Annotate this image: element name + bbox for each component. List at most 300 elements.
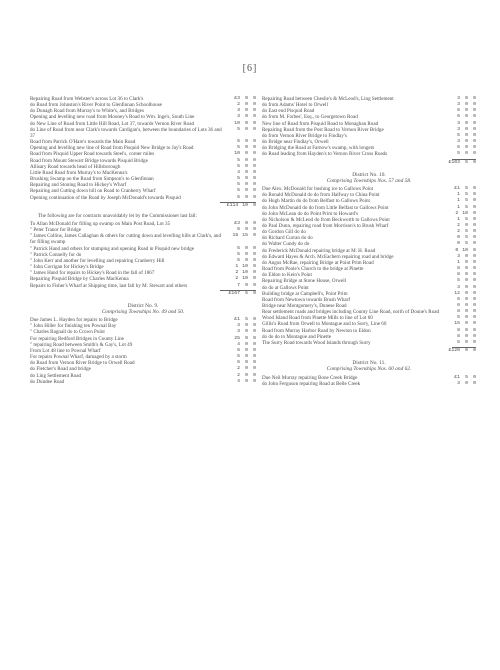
pence-cell: 0: [473, 151, 476, 157]
shillings-cell: 0: [245, 102, 248, 108]
item-description: Rear settlement roads and bridges including County Line Road, north of Doune's Road: [262, 309, 440, 316]
pence-cell: 0: [253, 202, 256, 208]
ledger-row: [262, 151, 476, 157]
pounds-cell: 5: [237, 176, 240, 182]
item-description: Allisary Road towards head of Hillsborough: [30, 163, 121, 170]
pence-cell: 0: [253, 264, 256, 270]
shillings-cell: 15: [242, 233, 248, 239]
shillings-cell: 0: [465, 348, 468, 354]
item-description: do Road from Johnston's River Point to Glenfinnan Schoolhouse: [30, 102, 162, 109]
pounds-cell: 15: [454, 321, 460, 327]
item-description: Repairing Road between Cheslie's & McLeod's, Ling Settlement: [262, 96, 394, 102]
total-spacer: [262, 348, 446, 354]
pence-cell: 0: [473, 278, 476, 284]
shillings-cell: 10: [462, 247, 468, 253]
pence-cell: 0: [253, 126, 256, 132]
total-row: [30, 291, 256, 297]
pence-cell: 0: [473, 102, 476, 108]
pounds-cell: 3: [457, 139, 460, 145]
pounds-cell: 2: [235, 276, 239, 282]
item-description: Opening continuation of the Road by Joseph McDonald's towards Pisquid: [30, 194, 181, 201]
item-description: do Ronald McDonald do do from Halfway to China Point: [262, 192, 380, 199]
pence-cell: 0: [473, 374, 476, 380]
item-description: Little Road Road from Murray's to MacKenna's: [30, 169, 128, 176]
pence-cell: 0: [473, 315, 476, 321]
shillings-cell: 0: [465, 145, 468, 151]
amount-cells: [226, 283, 256, 289]
item-description: do Eldon to Kein's Point: [262, 272, 312, 279]
amount-cells: [226, 379, 256, 385]
pounds-cell: 3: [457, 284, 460, 290]
pence-cell: 0: [473, 290, 476, 296]
item-description: do Hugh Martin do do from Belfast to Gallows Point: [262, 198, 370, 205]
pence-cell: 0: [473, 198, 476, 204]
total-spacer: [30, 203, 226, 209]
shillings-cell: 0: [465, 284, 468, 290]
pounds-cell: 8: [457, 333, 460, 339]
shillings-cell: 0: [245, 329, 248, 335]
item-description: do Fletcher's Road and bridge: [30, 366, 91, 373]
pounds-cell: 7: [237, 282, 240, 288]
pounds-cell: £3: [234, 220, 240, 226]
shillings-cell: 10: [242, 202, 248, 208]
shillings-cell: 0: [245, 282, 248, 288]
pounds-cell: 5: [237, 245, 240, 251]
item-description: New line of Road from Pisquid Road to Monaghan Road: [262, 120, 379, 127]
total-row: [262, 160, 476, 166]
pounds-cell: 12: [454, 290, 460, 296]
pence-cell: 0: [473, 266, 476, 272]
shillings-cell: 0: [245, 354, 248, 360]
item-description: Opening and levelling new road from Mooney's Road to Wm. Inge's, South Line: [30, 114, 195, 121]
pence-cell: 0: [253, 317, 256, 323]
shillings-cell: 0: [245, 163, 248, 169]
item-description: do Nicholson & McLeod do from Beckworth to Gallows Point: [262, 216, 390, 223]
shillings-cell: 0: [245, 108, 248, 114]
shillings-cell: 0: [245, 145, 248, 151]
shillings-cell: 5: [465, 186, 468, 192]
shillings-cell: 0: [245, 182, 248, 188]
item-description: do John McDonald do do from Little Belfast to Gallows Point: [262, 204, 389, 211]
item-description: Repairing and Stoning Road to Hickey's Wharf: [30, 182, 127, 189]
pounds-cell: 15: [232, 233, 239, 239]
item-description: do Ling Settlement Road: [30, 372, 82, 379]
item-description: Wood Island Road from Pinette Mills to line of Lot 60: [262, 315, 373, 322]
page-number: [6]: [242, 63, 258, 74]
pence-cell: 0: [253, 329, 256, 335]
pounds-cell: 5: [457, 315, 460, 321]
pounds-cell: 6: [457, 108, 460, 114]
pence-cell: 0: [253, 354, 256, 360]
item-description: The Surry Road towards Wood Islands through Surry: [262, 339, 371, 346]
pence-cell: 0: [473, 216, 476, 222]
pounds-cell: 4: [237, 169, 240, 175]
pence-cell: 0: [253, 188, 256, 194]
pounds-cell: 1: [457, 204, 460, 210]
total-spacer: [262, 160, 446, 166]
pounds-cell: £3: [234, 96, 240, 101]
pounds-cell: 5: [237, 163, 240, 169]
pence-cell: 0: [253, 114, 256, 120]
pence-cell: 0: [473, 303, 476, 308]
district-heading: District No. 9.: [127, 302, 159, 309]
right-column: [262, 96, 476, 387]
pence-cell: 0: [253, 182, 256, 188]
pence-cell: 0: [473, 296, 476, 302]
pounds-cell: £1: [454, 374, 460, 380]
item-description: " Peter Tranor for Bridge: [30, 227, 82, 234]
item-description: From Lot 48 line to Pownal Wharf: [30, 347, 101, 354]
pounds-cell: 10: [234, 151, 240, 157]
item-description: do do at Gallows Point: [262, 284, 309, 291]
pence-cell: 0: [253, 163, 256, 169]
shillings-cell: 5: [465, 229, 468, 235]
item-description: Building bridge at Campbell's, Point Prim: [262, 290, 348, 297]
shillings-cell: 0: [245, 372, 248, 378]
pence-cell: 0: [473, 241, 476, 247]
pounds-cell: 5: [457, 339, 460, 345]
shillings-cell: 0: [465, 114, 468, 120]
pence-cell: 0: [253, 102, 256, 108]
pence-cell: 0: [253, 257, 256, 263]
shillings-cell: 0: [465, 259, 468, 265]
shillings-cell: 5: [465, 374, 468, 380]
item-description: " Patrick Hand and others for stumping and opening Road in Pisquid new bridge: [30, 245, 195, 252]
item-description: do John Ferguson repairing Road at Belle Creek: [262, 380, 361, 387]
item-description: Brushing Swamp on the Road from Simpson's to Glenfinnan: [30, 176, 154, 183]
amount-cells: [446, 340, 476, 346]
amount-cells: [446, 151, 476, 157]
item-description: " repairing Road between Smith's & Gay's, Lot 49: [30, 341, 133, 348]
pence-cell: 0: [253, 378, 256, 384]
shillings-cell: 0: [245, 323, 248, 329]
shillings-cell: 0: [465, 321, 468, 327]
shillings-cell: 5: [465, 192, 468, 198]
item-description: Road from Pisquid Upper Road towards Steel's, corner miles: [30, 151, 155, 158]
pence-cell: 0: [253, 108, 256, 114]
total-row: [30, 203, 256, 209]
item-description: do Road leading from Hayden's to Vernon River Cross Roads: [262, 151, 388, 158]
item-description: Repairing Road from Webster's across Lot 36 to Clark's: [30, 96, 144, 102]
shillings-cell: 0: [465, 272, 468, 278]
pounds-cell: 4: [237, 378, 240, 384]
pounds-cell: 6: [457, 303, 460, 308]
amount-cells: [226, 195, 256, 201]
pence-cell: 0: [473, 327, 476, 333]
item-description: For repairs Pownal Wharf, damaged by a storm: [30, 354, 127, 361]
pence-cell: 0: [473, 192, 476, 198]
pounds-cell: 2: [237, 372, 240, 378]
shillings-cell: 5: [465, 241, 468, 247]
shillings-cell: 0: [245, 335, 248, 341]
pounds-cell: 6: [237, 227, 240, 233]
item-description: do Walter Cundy do do: [262, 241, 310, 248]
pence-cell: 0: [253, 157, 256, 163]
pence-cell: 0: [253, 151, 256, 157]
pence-cell: 0: [473, 272, 476, 278]
shillings-cell: 10: [242, 270, 248, 276]
shillings-cell: 5: [465, 198, 468, 204]
shillings-cell: 0: [465, 278, 468, 284]
item-description: Repairing Bridge at Stone House, Orwell: [262, 278, 347, 285]
shillings-cell: 0: [245, 245, 248, 251]
shillings-cell: 0: [465, 139, 468, 145]
pence-cell: 0: [473, 139, 476, 145]
pounds-cell: 8: [457, 327, 460, 333]
item-description: Due Neil Murray repairing Bone Creek Bridge: [262, 374, 358, 381]
shillings-cell: 0: [465, 222, 468, 228]
pence-cell: 0: [473, 126, 476, 132]
pence-cell: 0: [473, 204, 476, 210]
shillings-cell: 0: [245, 188, 248, 194]
pence-cell: 0: [473, 210, 476, 216]
item-description: Repairs to Fisher's Wharf at Shipping time, last fall by M. Stewart and others: [30, 282, 188, 289]
pounds-cell: £120: [448, 348, 460, 354]
item-description: " James Hand for repairs to Hickey's Road in the fall of 1867: [30, 270, 155, 277]
shillings-cell: 10: [242, 264, 248, 270]
shillings-cell: 0: [245, 251, 248, 257]
shillings-cell: 0: [245, 169, 248, 175]
ledger-row: [30, 127, 256, 139]
pounds-cell: 0: [457, 235, 460, 241]
shillings-cell: 0: [465, 151, 468, 157]
item-description: Road from Poole's Church to the bridge at Pinette: [262, 266, 364, 273]
pence-cell: 0: [253, 233, 256, 239]
pence-cell: 0: [473, 186, 476, 192]
ledger-row: [30, 233, 256, 245]
ledger-row: [30, 283, 256, 289]
shillings-cell: 0: [245, 96, 248, 101]
item-description: do from Vernon River Bridge to Findlay's: [262, 132, 347, 139]
pounds-cell: 5: [237, 257, 240, 263]
item-description: " Charles Bagnall do to Crown Point: [30, 329, 105, 336]
shillings-cell: 0: [245, 360, 248, 366]
pence-cell: 0: [253, 227, 256, 233]
pence-cell: 0: [473, 229, 476, 235]
pounds-cell: 2: [455, 210, 459, 216]
item-description: Gillis's Road from Orwell to Montague and to Surry, Line 60: [262, 321, 387, 328]
pence-cell: 0: [473, 253, 476, 259]
district-heading: District No. 10.: [352, 171, 386, 178]
shillings-cell: 0: [465, 120, 468, 126]
item-description: Repairing Road from the Post Road to Vernon River Bridge: [262, 126, 384, 133]
shillings-cell: 0: [245, 347, 248, 353]
item-description: To Allan McDonald for filling up swamp on Main Post Road, Lot 35: [30, 220, 171, 227]
item-description: " Patrick Connelly for do: [30, 251, 82, 258]
pounds-cell: 5: [237, 188, 240, 194]
pounds-cell: 5: [237, 251, 240, 257]
item-description: do Dundee Road: [30, 378, 65, 385]
pounds-cell: £1: [454, 186, 460, 192]
pounds-cell: £167: [228, 290, 240, 296]
item-description: Due Alex. McDonald for bushing ice to Gallows Point: [262, 186, 374, 193]
pence-cell: 0: [253, 372, 256, 378]
item-description: do Frederick McDonald repairing bridge at M. H. Road: [262, 247, 376, 254]
pounds-cell: 5: [237, 194, 240, 200]
shillings-cell: 0: [245, 341, 248, 347]
item-description: do Edward Hayes & Arch. McEachern repairing road and bridge: [262, 253, 394, 260]
shillings-cell: 0: [465, 132, 468, 138]
item-description: " John Hiller for finishing ten Pownal Bay: [30, 323, 117, 330]
ledger-row: [30, 195, 256, 201]
shillings-cell: 0: [465, 102, 468, 108]
pence-cell: 0: [253, 366, 256, 372]
pounds-cell: 6: [237, 347, 240, 353]
total-spacer: [30, 291, 226, 297]
pence-cell: 0: [473, 380, 476, 386]
pounds-cell: 5: [237, 145, 240, 151]
pence-cell: 0: [253, 282, 256, 288]
shillings-cell: 0: [465, 296, 468, 302]
district-subheading: Comprising Townships No. 49 and 50.: [101, 309, 185, 315]
pence-cell: 0: [473, 333, 476, 339]
pence-cell: 0: [473, 247, 476, 253]
shillings-cell: 0: [245, 220, 248, 226]
pence-cell: 0: [253, 120, 256, 126]
pence-cell: 0: [253, 220, 256, 226]
shillings-cell: 0: [465, 108, 468, 114]
pence-cell: 0: [473, 108, 476, 114]
item-description: do Bridge near Findlay's, Orwell: [262, 139, 329, 146]
pence-cell: 0: [253, 323, 256, 329]
pence-cell: 0: [473, 114, 476, 120]
pence-cell: 0: [253, 341, 256, 347]
item-description: For repairing Bedford Bridges in County Line: [30, 335, 124, 342]
pounds-cell: 0: [455, 247, 459, 253]
shillings-cell: 5: [465, 204, 468, 210]
pounds-cell: 6: [457, 296, 460, 302]
pence-cell: 0: [253, 245, 256, 251]
item-description: " John Corrigan for Hickey's Bridge: [30, 264, 104, 271]
item-description: do Angus McRae, repairing Bridge at Point Prim Road: [262, 259, 374, 266]
district-subheading: Comprising Townships Nos. 57 and 58.: [326, 177, 412, 184]
pence-cell: 0: [473, 159, 476, 165]
pence-cell: 0: [253, 176, 256, 182]
pounds-cell: 6: [237, 360, 240, 366]
item-description: do John McLean do do Point Prim to Howard's: [262, 210, 358, 217]
shillings-cell: 5: [465, 159, 468, 165]
pence-cell: 0: [473, 259, 476, 265]
pounds-cell: 6: [457, 114, 460, 120]
item-description: do Gordon Gill do do: [262, 229, 306, 236]
ledger-row: [30, 379, 256, 385]
amount-cells: [226, 203, 256, 209]
pence-cell: 0: [253, 139, 256, 145]
item-description: Road from Mount Stewart Bridge towards Pisquid Bridge: [30, 157, 148, 164]
pounds-cell: 2: [237, 102, 240, 108]
shillings-cell: 10: [242, 276, 248, 282]
pence-cell: 0: [473, 348, 476, 354]
item-description: Road from Newtown towards Brush Wharf: [262, 296, 351, 303]
pence-cell: 0: [253, 169, 256, 175]
shillings-cell: 0: [465, 333, 468, 339]
shillings-cell: 0: [465, 303, 468, 308]
shillings-cell: 0: [245, 126, 248, 132]
shillings-cell: 0: [465, 126, 468, 132]
pounds-cell: 2: [235, 270, 239, 276]
pence-cell: 0: [473, 120, 476, 126]
pounds-cell: 8: [457, 266, 460, 272]
pounds-cell: £103: [448, 159, 460, 165]
pence-cell: 0: [253, 335, 256, 341]
item-description: do do do to Montague and Pinette: [262, 333, 332, 340]
total-row: [262, 348, 476, 354]
pounds-cell: 2: [237, 366, 240, 372]
pounds-cell: £1: [234, 317, 240, 323]
pounds-cell: 3: [457, 102, 460, 108]
pounds-cell: 3: [457, 96, 460, 101]
item-description: Due James L. Hayden for repairs to Bridge: [30, 317, 118, 324]
pounds-cell: 3: [237, 114, 240, 120]
shillings-cell: 0: [245, 157, 248, 163]
pence-cell: 0: [253, 270, 256, 276]
item-description: do Dunagh Road from Murray's to White's, and Bridges: [30, 108, 144, 115]
pounds-cell: 3: [457, 120, 460, 126]
pounds-cell: £114: [226, 202, 239, 208]
item-description: Road from Murray Harbor Road by Newton to Eldon: [262, 327, 371, 334]
shillings-cell: 0: [465, 290, 468, 296]
item-description: " James Collins, James Callaghan & others for cutting down and levelling hills at Clark's, and for filling swamp: [30, 233, 222, 246]
pence-cell: 0: [253, 96, 256, 101]
district-subheading: Comprising Townships Nos. 60 and 62.: [326, 366, 412, 373]
pounds-cell: 3: [237, 323, 240, 329]
item-description: " John Kerr and another for levelling and repairing Cranberry Hill: [30, 257, 165, 264]
shillings-cell: 0: [465, 315, 468, 321]
amount-cells: [446, 348, 476, 354]
shillings-cell: 5: [465, 235, 468, 241]
amount-cells: [446, 160, 476, 166]
pence-cell: 0: [253, 276, 256, 282]
item-description: do from Adams' Hotel to Orwell: [262, 102, 328, 109]
pounds-cell: 0: [457, 241, 460, 247]
pence-cell: 0: [473, 321, 476, 327]
amount-cells: [446, 381, 476, 387]
pence-cell: 0: [473, 309, 476, 315]
pence-cell: 0: [473, 145, 476, 151]
ledger-row: [262, 340, 476, 346]
ledger-row: [262, 381, 476, 387]
pounds-cell: 5: [237, 182, 240, 188]
shillings-cell: 0: [245, 120, 248, 126]
shillings-cell: 0: [245, 139, 248, 145]
item-description: do Paul Dunn, repairing road from Morrison's to Brush Wharf: [262, 222, 389, 229]
pounds-cell: 8: [457, 272, 460, 278]
pounds-cell: 5: [457, 278, 460, 284]
item-description: Opening and levelling new line of Road from Pisquid New Bridge to Jay's Road: [30, 145, 194, 152]
shillings-cell: 0: [245, 114, 248, 120]
shillings-cell: 0: [465, 266, 468, 272]
pounds-cell: 8: [457, 309, 460, 315]
pounds-cell: 5: [237, 139, 240, 145]
amount-cells: [226, 291, 256, 297]
item-description: Repairing and Cutting down hill on Road to Cranberry Wharf: [30, 188, 156, 195]
pounds-cell: 3: [457, 126, 460, 132]
pence-cell: 0: [253, 347, 256, 353]
pence-cell: 0: [253, 194, 256, 200]
pounds-cell: 2: [457, 229, 460, 235]
pence-cell: 0: [473, 235, 476, 241]
item-description: do Richard Curran do do: [262, 235, 313, 242]
pence-cell: 0: [473, 96, 476, 101]
shillings-cell: 5: [465, 216, 468, 222]
pounds-cell: 1: [235, 264, 239, 270]
pounds-cell: 3: [457, 380, 460, 386]
item-description: Repairing Pisquid Bridge by Charles MacKenna: [30, 276, 129, 283]
pence-cell: 0: [473, 284, 476, 290]
shillings-cell: 10: [462, 210, 468, 216]
item-description: Bridge near Montgomery's, Dunese Road: [262, 303, 347, 309]
pence-cell: 0: [253, 145, 256, 151]
